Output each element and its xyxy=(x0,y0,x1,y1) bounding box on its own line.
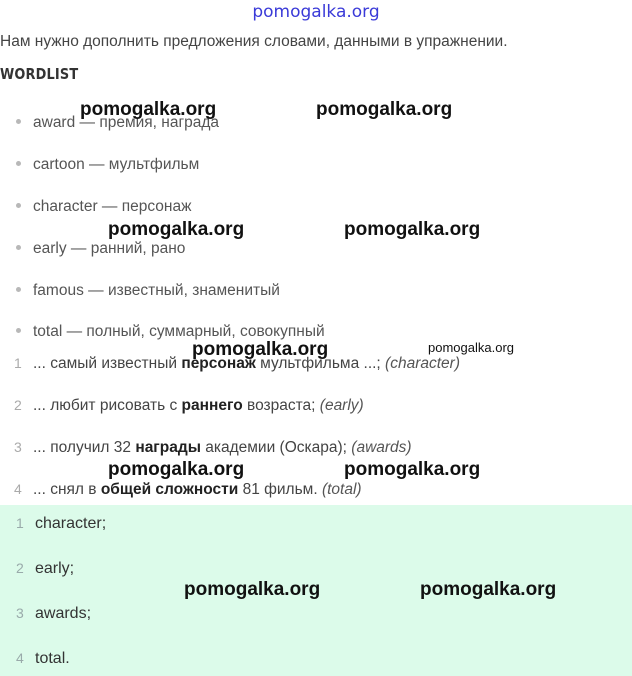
sentence-hint: (total) xyxy=(321,481,362,498)
sentence-highlight: персонаж xyxy=(181,355,256,372)
sentence-item xyxy=(14,481,362,499)
watermark: pomogalka.org xyxy=(344,219,481,240)
watermark: pomogalka.org xyxy=(420,579,557,600)
item-number: 2 xyxy=(14,397,22,413)
sentence-text: возраста; xyxy=(242,397,320,414)
bullet-icon xyxy=(16,245,21,250)
sentence-hint: (early) xyxy=(319,397,364,414)
list-item xyxy=(16,282,280,300)
word-entry: award — премия, награда xyxy=(33,114,220,131)
watermark: pomogalka.org xyxy=(316,99,453,120)
watermark: pomogalka.org xyxy=(344,459,481,480)
sentence-highlight: награды xyxy=(135,439,201,456)
sentence-item xyxy=(14,397,364,415)
item-number: 4 xyxy=(14,481,22,497)
item-number: 1 xyxy=(14,355,22,371)
sentence-text: ... получил 32 xyxy=(33,439,136,456)
watermark: pomogalka.org xyxy=(80,99,217,120)
list-item xyxy=(16,156,199,174)
word-entry: famous — известный, знаменитый xyxy=(33,282,280,299)
answer-text: early; xyxy=(35,560,75,577)
sentence-text: 81 фильм. xyxy=(238,481,322,498)
sentence-text: ... самый известный xyxy=(33,355,182,372)
sentence-text: академии (Оскара); xyxy=(200,439,352,456)
sentence-highlight: раннего xyxy=(181,397,243,414)
sentence-item xyxy=(14,439,412,457)
watermark: pomogalka.org xyxy=(184,579,321,600)
wordlist-title: WORDLIST xyxy=(0,65,79,83)
bullet-icon xyxy=(16,328,21,333)
word-entry: early — ранний, рано xyxy=(33,240,186,257)
intro-text: Нам нужно дополнить предложения словами, данными в упражнении. xyxy=(0,33,508,50)
item-number: 2 xyxy=(16,560,24,576)
list-item xyxy=(16,198,191,216)
sentence-text: ... любит рисовать с xyxy=(33,397,182,414)
site-header-link[interactable]: pomogalka.org xyxy=(252,2,380,22)
word-entry: cartoon — мультфильм xyxy=(33,156,200,173)
watermark: pomogalka.org xyxy=(192,339,329,360)
bullet-icon xyxy=(16,161,21,166)
item-number: 3 xyxy=(16,605,24,621)
sentence-text: мультфильма ...; xyxy=(255,355,386,372)
answer-item xyxy=(16,650,70,668)
list-item xyxy=(16,240,185,258)
sentence-highlight: общей сложности xyxy=(100,481,239,498)
sentence-hint: (awards) xyxy=(351,439,412,456)
answer-text: awards; xyxy=(35,605,92,622)
watermark: pomogalka.org xyxy=(108,459,245,480)
bullet-icon xyxy=(16,287,21,292)
word-entry: character — персонаж xyxy=(33,198,192,215)
sentence-text: ... снял в xyxy=(33,481,101,498)
item-number: 4 xyxy=(16,650,24,666)
sentence-hint: (character) xyxy=(385,355,460,372)
answer-text: character; xyxy=(35,515,107,532)
answer-item xyxy=(16,515,106,533)
answer-item xyxy=(16,605,91,623)
answer-text: total. xyxy=(35,650,70,667)
item-number: 1 xyxy=(16,515,24,531)
bullet-icon xyxy=(16,119,21,124)
watermark: pomogalka.org xyxy=(428,340,514,355)
answer-item xyxy=(16,560,74,578)
item-number: 3 xyxy=(14,439,22,455)
word-entry: total — полный, суммарный, совокупный xyxy=(33,323,325,340)
bullet-icon xyxy=(16,203,21,208)
watermark: pomogalka.org xyxy=(108,219,245,240)
